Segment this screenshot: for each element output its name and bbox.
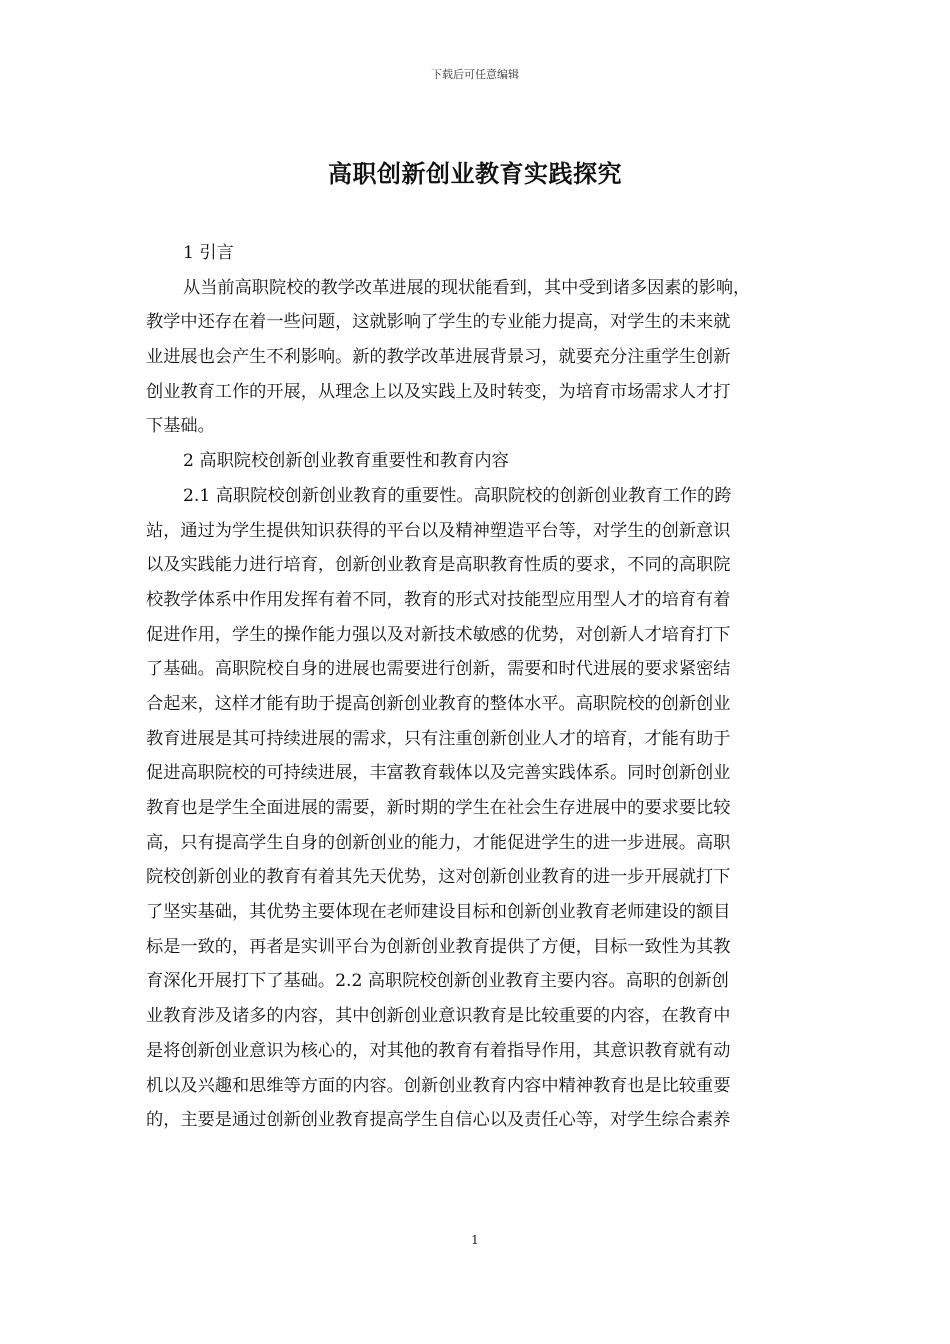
text-line: 标是一致的，再者是实训平台为创新创业教育提供了方便，目标一致性为其教 (146, 936, 731, 957)
text-line: 2 高职院校创新创业教育重要性和教育内容 (183, 451, 509, 472)
text-line: 1 引言 (183, 243, 234, 263)
text-line: 了坚实基础，其优势主要体现在老师建设目标和创新创业教育老师建设的额目 (146, 902, 731, 923)
text-line: 的，主要是通过创新创业教育提高学生自信心以及责任心等，对学生综合素养 (146, 1110, 731, 1131)
text-line: 合起来，这样才能有助于提高创新创业教育的整体水平。高职院校的创新创业 (146, 693, 731, 714)
page-number: 1 (471, 1233, 479, 1247)
body-text (146, 236, 808, 1138)
document-title: 高职创新创业教育实践探究 (328, 160, 622, 188)
text-line: 高，只有提高学生自身的创新创业的能力，才能促进学生的进一步进展。高职 (146, 832, 731, 853)
text-line: 育深化开展打下了基础。2.2 高职院校创新创业教育主要内容。高职的创新创 (146, 971, 729, 992)
text-line: 教学中还存在着一些问题，这就影响了学生的专业能力提高，对学生的未来就 (146, 312, 731, 333)
text-line: 业进展也会产生不利影响。新的教学改革进展背景习，就要充分注重学生创新 (146, 347, 731, 368)
text-line: 院校创新创业的教育有着其先天优势，这对创新创业教育的进一步开展就打下 (146, 867, 731, 888)
text-line: 促进高职院校的可持续进展，丰富教育载体以及完善实践体系。同时创新创业 (146, 763, 731, 784)
text-line: 下基础。 (146, 416, 215, 437)
text-line: 创业教育工作的开展，从理念上以及实践上及时转变，为培育市场需求人才打 (146, 381, 731, 402)
text-line: 以及实践能力进行培育，创新创业教育是高职教育性质的要求，不同的高职院 (146, 555, 731, 576)
text-line: 2.1 高职院校创新创业教育的重要性。高职院校的创新创业教育工作的跨 (183, 485, 732, 506)
text-line: 了基础。高职院校自身的进展也需要进行创新，需要和时代进展的要求紧密结 (146, 659, 731, 680)
text-line: 教育进展是其可持续进展的需求，只有注重创新创业人才的培育，才能有助于 (146, 728, 731, 749)
text-line: 站，通过为学生提供知识获得的平台以及精神塑造平台等，对学生的创新意识 (146, 520, 731, 541)
text-line: 从当前高职院校的教学改革进展的现状能看到，其中受到诸多因素的影响， (183, 277, 751, 298)
text-line: 是将创新创业意识为核心的，对其他的教育有着指导作用，其意识教育就有动 (146, 1040, 731, 1061)
text-line: 业教育涉及诸多的内容，其中创新创业意识教育是比较重要的内容，在教育中 (146, 1006, 731, 1027)
text-line: 教育也是学生全面进展的需要，新时期的学生在社会生存进展中的要求要比较 (146, 798, 731, 818)
header-note: 下载后可任意编辑 (431, 68, 519, 81)
text-line: 促进作用，学生的操作能力强以及对新技术敏感的优势，对创新人才培育打下 (146, 624, 731, 645)
text-line: 校教学体系中作用发挥有着不同，教育的形式对技能型应用型人才的培育有着 (146, 589, 731, 610)
text-line: 机以及兴趣和思维等方面的内容。创新创业教育内容中精神教育也是比较重要 (146, 1075, 731, 1096)
